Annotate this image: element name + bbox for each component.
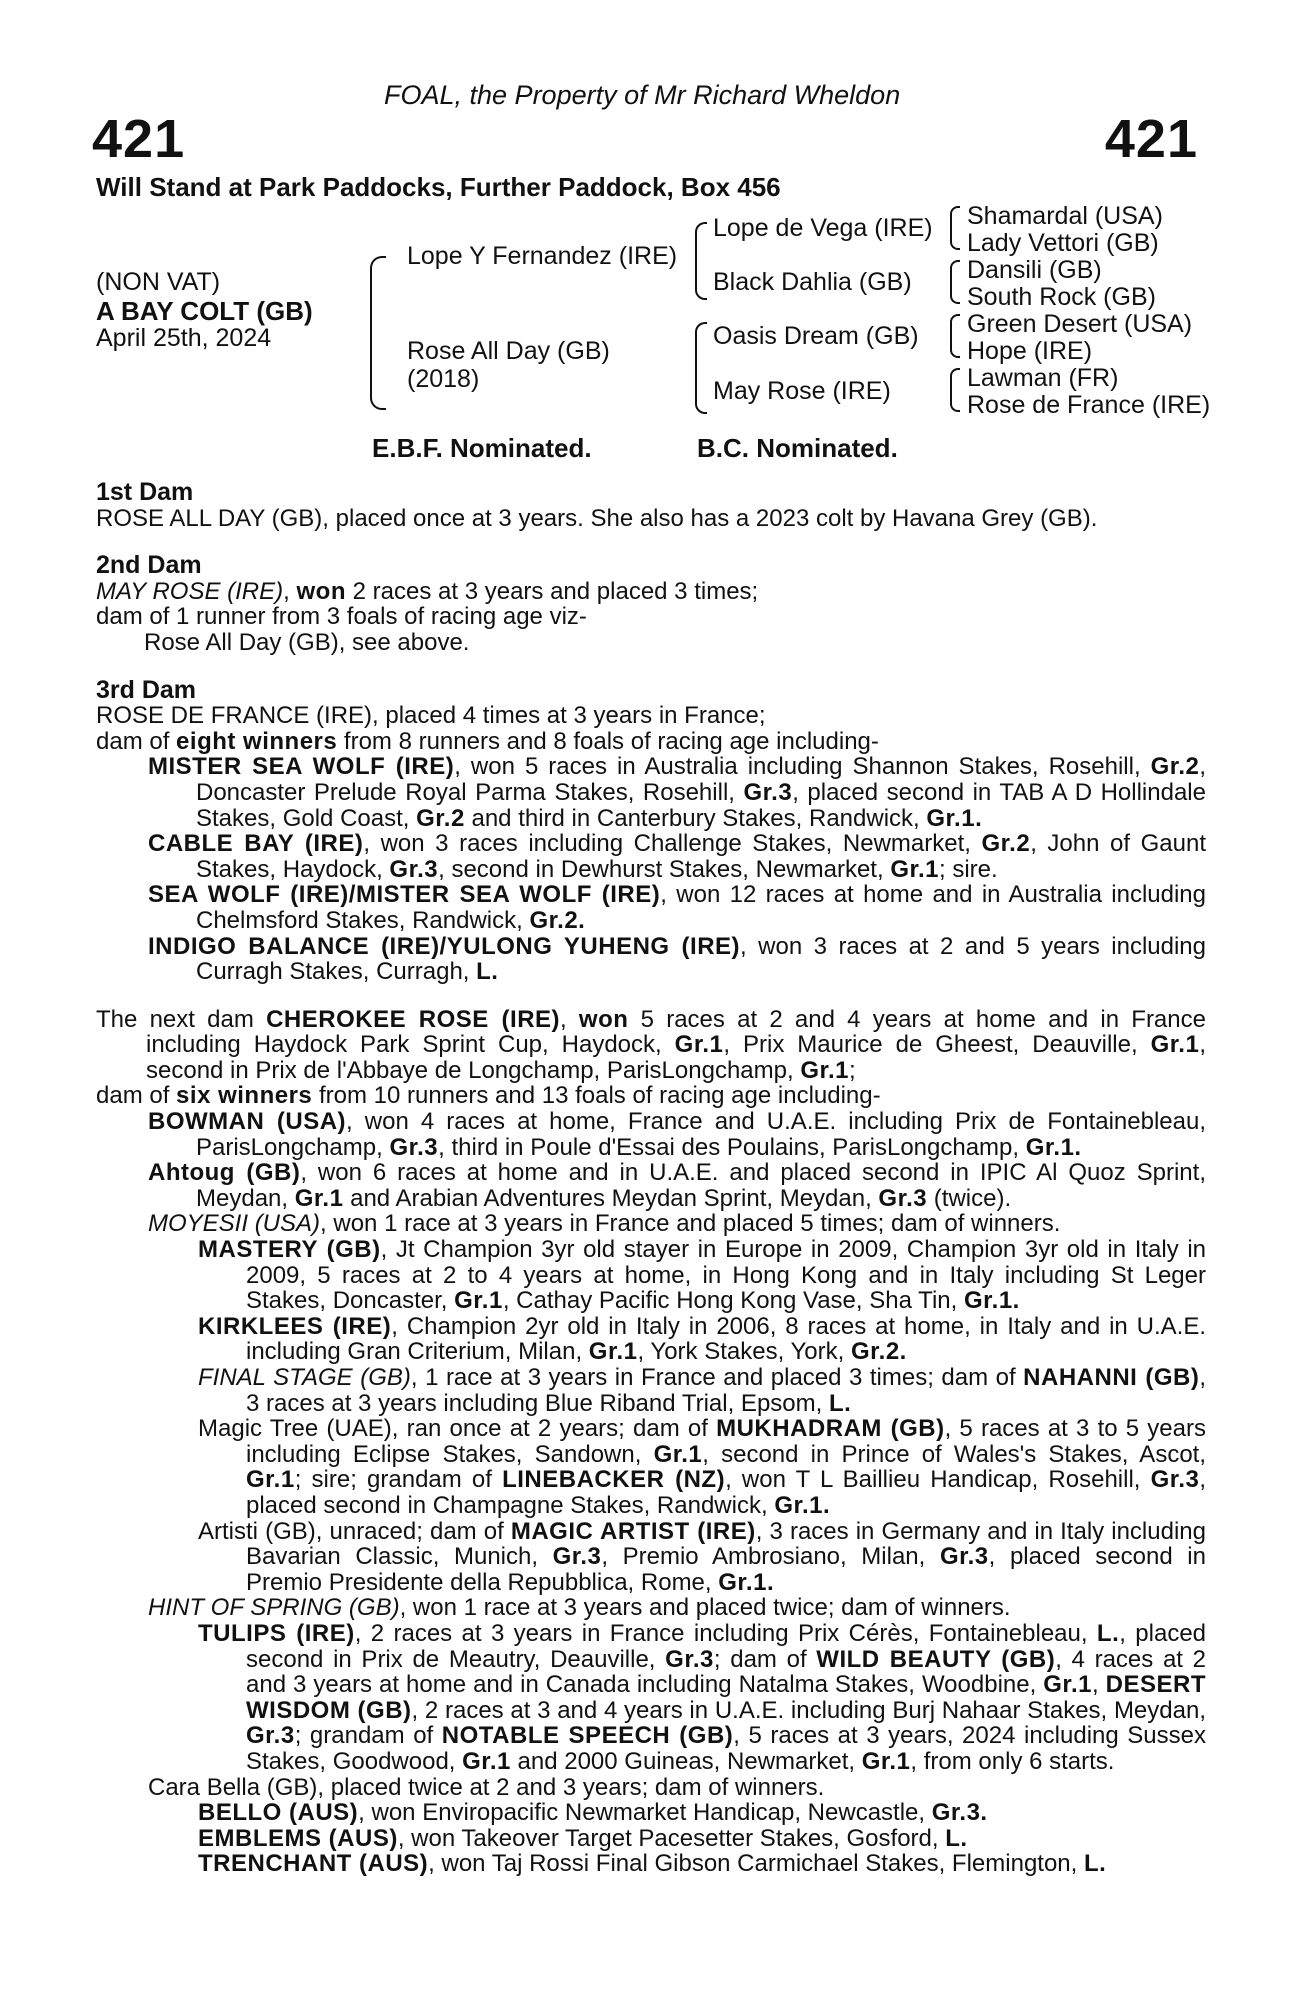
pedigree-sire-sire: Lope de Vega (IRE) [713, 214, 933, 242]
horse-name: BOWMAN (USA) [148, 1108, 347, 1136]
grade: Gr.1. [926, 804, 983, 832]
pedigree-g6: Hope (IRE) [967, 337, 1093, 365]
entry-hint-of-spring [96, 1595, 1206, 1621]
horse-name: LINEBACKER (NZ) [502, 1466, 726, 1494]
entry-emblems [96, 1826, 1206, 1852]
t: , won T L Baillieu Handicap, Rosehill, [725, 1466, 1151, 1494]
entry-magic-tree [96, 1416, 1206, 1518]
t: Magic Tree (UAE), ran once at 2 years; dam of [198, 1415, 717, 1443]
t: , Doncaster Prelude Royal Parma Stakes, Rosehill, [196, 753, 1207, 806]
pedigree-brace-g56 [950, 314, 960, 358]
grade: Gr.1 [454, 1287, 503, 1315]
t: , won Takeover Target Pacesetter Stakes, Gosford, [397, 1824, 946, 1852]
t: , second in Prince of Wales's Stakes, Ascot, [702, 1440, 1206, 1468]
grade: Gr.2. [850, 1338, 907, 1366]
grade: Gr.3 [552, 1543, 602, 1571]
horse-name: SEA WOLF (IRE)/MISTER SEA WOLF (IRE) [148, 881, 661, 909]
t: , placed second in TAB A D Hollindale Stakes, Gold Coast, [196, 778, 1206, 832]
lot-number-left: 421 [92, 109, 186, 169]
t: , 2 races at 3 years in France including Prix Cérès, Fontainebleau, [354, 1619, 1097, 1647]
grade: Gr.1 [861, 1747, 911, 1775]
t: from 10 runners and 13 foals of racing age including- [312, 1082, 881, 1110]
entry-ahtoug [96, 1160, 1206, 1211]
t: dam of [96, 1082, 177, 1110]
grade: Gr.1 [1150, 1031, 1200, 1059]
t: , won 1 race at 3 years and placed twice; dam of winners. [399, 1594, 1011, 1622]
grade: Gr.2 [981, 830, 1031, 858]
horse-name: Ahtoug (GB) [148, 1159, 301, 1187]
t: , Prix Maurice de Gheest, Deauville, [723, 1031, 1151, 1059]
entry-artisti [96, 1519, 1206, 1596]
third-dam-line1: ROSE DE FRANCE (IRE), placed 4 times at 3 years in France; [96, 702, 766, 730]
grade: Gr.3 [743, 778, 793, 806]
lot-number-right: 421 [1104, 109, 1198, 169]
grade: Gr.1. [718, 1568, 775, 1596]
t: , won Enviropacific Newmarket Handicap, Newcastle, [358, 1799, 932, 1827]
grade: Gr.2. [529, 906, 586, 934]
t: , [1091, 1671, 1106, 1699]
pedigree-brace-g12 [950, 206, 960, 250]
entry-cable-bay [96, 831, 1206, 882]
horse-name: HINT OF SPRING (GB) [148, 1594, 400, 1622]
pedigree-g3: Dansili (GB) [967, 256, 1102, 284]
next-dam-produce [96, 1083, 1206, 1109]
t: , won 5 races in Australia including Shannon Stakes, Rosehill, [454, 753, 1151, 781]
grade: Gr.3 [939, 1543, 989, 1571]
grade: L. [945, 1824, 968, 1852]
t: , Cathay Pacific Hong Kong Vase, Sha Tin, [502, 1287, 964, 1315]
pedigree-g1: Shamardal (USA) [967, 202, 1163, 230]
t: , won Taj Rossi Final Gibson Carmichael Stakes, Flemington, [428, 1850, 1084, 1878]
horse-name: MAGIC ARTIST (IRE) [510, 1517, 756, 1545]
pedigree-brace-sire [695, 222, 707, 300]
pedigree-dam-dam: May Rose (IRE) [713, 377, 891, 405]
t: Artisti (GB), unraced; dam of [198, 1517, 511, 1545]
grade: L. [476, 958, 499, 986]
pedigree-dam: Rose All Day (GB) [407, 337, 610, 365]
pedigree-dam-sire: Oasis Dream (GB) [713, 322, 919, 350]
eight-winners: eight winners [176, 727, 338, 755]
pedigree-sire: Lope Y Fernandez (IRE) [407, 242, 678, 270]
horse-name: MOYESII (USA) [148, 1210, 321, 1238]
t: , won 12 races at home and in Australia including Chelmsford Stakes, Randwick, [196, 881, 1206, 934]
pedigree-dam-year: (2018) [407, 365, 480, 393]
second-dam-line1: MAY ROSE (IRE), won 2 races at 3 years and placed 3 times; [96, 577, 759, 605]
won: won [578, 1005, 629, 1033]
first-dam-text: ROSE ALL DAY (GB), placed once at 3 years. She also has a 2023 colt by Havana Grey (GB). [96, 504, 1098, 532]
grade: Gr.2 [1150, 753, 1200, 781]
t: dam of [96, 727, 177, 755]
horse-name: TULIPS (IRE) [198, 1619, 355, 1647]
entry-mastery [96, 1237, 1206, 1314]
second-dam-line2: dam of 1 runner from 3 foals of racing age viz- [96, 603, 587, 631]
bc-nominated: B.C. Nominated. [697, 433, 898, 463]
grade: Gr.1 [674, 1031, 724, 1059]
t: ; dam of [713, 1645, 817, 1673]
second-dam-heading: 2nd Dam [96, 551, 202, 580]
t: , 4 races at 2 and 3 years at home and in Canada including Natalma Stakes, Woodbine, [246, 1645, 1206, 1699]
horse-name: DESERT WISDOM (GB) [246, 1671, 1206, 1724]
horse-name: CABLE BAY (IRE) [148, 830, 364, 858]
t: from 8 runners and 8 foals of racing age including- [337, 727, 879, 755]
entry-bowman [96, 1109, 1206, 1160]
grade: Gr.3 [389, 1133, 439, 1161]
t: , won 3 races including Challenge Stakes, Newmarket, [363, 830, 982, 858]
next-dam-line: The next dam CHEROKEE ROSE (IRE), won 5 races at 2 and 4 years at home and in France including Haydock Park Sprint Cup, Haydock, Gr.1, Prix Maurice de Gheest, Deauville, Gr.1, second in Prix de l'Abbaye de Longchamp, ParisLongchamp, Gr.1; [96, 1005, 1206, 1084]
t: , third in Poule d'Essai des Poulains, ParisLongchamp, [438, 1133, 1026, 1161]
lot-property-title: FOAL, the Property of Mr Richard Wheldon [384, 80, 901, 110]
grade: Gr.3. [931, 1799, 988, 1827]
entry-kirklees [96, 1314, 1206, 1365]
entry-indigo-balance [96, 934, 1206, 985]
pedigree-brace-main [370, 256, 386, 410]
t: , 1 race at 3 years in France and placed 3 times; dam of [410, 1364, 1024, 1391]
foaling-date: April 25th, 2024 [96, 324, 272, 352]
grade: Gr.1 [294, 1184, 344, 1212]
t: ; [849, 1056, 856, 1084]
t: ; grandam of [294, 1722, 442, 1750]
t: ; sire; grandam of [294, 1466, 503, 1494]
subject-name: A BAY COLT (GB) [96, 296, 313, 326]
grade: Gr.1 [890, 855, 940, 883]
t: , 3 races at 3 years including Blue Riband Trial, Epsom, [246, 1364, 1207, 1417]
six-winners: six winners [176, 1082, 313, 1110]
t: and 2000 Guineas, Newmarket, [510, 1747, 862, 1775]
horse-name: NOTABLE SPEECH (GB) [441, 1722, 734, 1750]
t: , placed second in Prix de Meautry, Deauville, [246, 1619, 1207, 1673]
t: , York Stakes, York, [637, 1338, 851, 1366]
second-dam-line3: Rose All Day (GB), see above. [144, 628, 470, 656]
entry-cara-bella: Cara Bella (GB), placed twice at 2 and 3 years; dam of winners. [148, 1773, 825, 1801]
t: , Jt Champion 3yr old stayer in Europe in 2009, Champion 3yr old in Italy in 2009, 5 races at 2 to 4 years at home, in Hong Kong and in Italy including St Leger Stakes, Doncaster, [246, 1236, 1207, 1315]
stand-location: Will Stand at Park Paddocks, Further Paddock, Box 456 [96, 172, 781, 202]
grade: Gr.2 [416, 804, 465, 832]
horse-name: EMBLEMS (AUS) [198, 1824, 398, 1852]
grade: Gr.1 [653, 1440, 703, 1468]
horse-name: INDIGO BALANCE (IRE)/YULONG YUHENG (IRE) [148, 932, 741, 960]
entry-bello [96, 1800, 1206, 1826]
horse-name: TRENCHANT (AUS) [198, 1850, 429, 1878]
pedigree-g4: South Rock (GB) [967, 283, 1156, 311]
pedigree-brace-dam [695, 322, 707, 414]
grade: Gr.1 [588, 1338, 638, 1366]
horse-name: MUKHADRAM (GB) [716, 1415, 945, 1443]
horse-name: CHEROKEE ROSE (IRE) [266, 1005, 561, 1033]
t: , won 4 races at home, France and U.A.E. including Prix de Fontainebleau, ParisLongchamp, [196, 1108, 1206, 1161]
t: , 5 races at 3 to 5 years including Eclipse Stakes, Sandown, [246, 1415, 1206, 1468]
t: , from only 6 starts. [910, 1747, 1115, 1775]
t: , 3 races in Germany and in Italy including Bavarian Classic, Munich, [246, 1517, 1206, 1571]
entry-final-stage [96, 1365, 1206, 1416]
t: , Premio Ambrosiano, Milan, [601, 1543, 940, 1571]
grade: Gr.1 [246, 1466, 295, 1494]
horse-name: KIRKLEES (IRE) [198, 1312, 392, 1340]
entry-tulips [96, 1621, 1206, 1775]
t: , John of Gaunt Stakes, Haydock, [196, 830, 1206, 883]
pedigree-g8: Rose de France (IRE) [967, 391, 1211, 419]
grade: L. [1083, 1850, 1107, 1878]
second-dam-text: 2 races at 3 years and placed 3 times; [345, 577, 759, 605]
horse-name: WILD BEAUTY (GB) [816, 1645, 1056, 1673]
horse-name: BELLO (AUS) [198, 1799, 359, 1827]
entry-mister-sea-wolf [96, 754, 1206, 831]
t: , won 1 race at 3 years in France and placed 5 times; dam of winners. [320, 1210, 1061, 1238]
t: , won 6 races at home and in U.A.E. and placed second in IPIC Al Quoz Sprint, Meydan, [196, 1159, 1206, 1212]
third-dam-line2 [96, 729, 1206, 755]
pedigree-brace-g34 [950, 260, 960, 304]
t: , 5 races at 3 years, 2024 including Sussex Stakes, Goodwood, [246, 1722, 1206, 1775]
grade: Gr.1 [800, 1056, 850, 1084]
t: and third in Canterbury Stakes, Randwick, [464, 804, 927, 832]
ebf-nominated: E.B.F. Nominated. [372, 433, 592, 463]
grade: Gr.1. [774, 1491, 831, 1519]
first-dam-heading: 1st Dam [96, 478, 194, 506]
pedigree-brace-g78 [950, 368, 960, 412]
entry-trenchant [96, 1851, 1206, 1877]
pedigree-sire-dam: Black Dahlia (GB) [713, 268, 912, 296]
grade: Gr.3 [665, 1645, 714, 1673]
grade: L. [828, 1389, 852, 1417]
t: , 2 races at 3 and 4 years in U.A.E. including Burj Nahaar Stakes, Meydan, [411, 1696, 1206, 1724]
horse-name: FINAL STAGE (GB) [198, 1364, 411, 1391]
pedigree-g5: Green Desert (USA) [967, 310, 1193, 338]
t: , won 3 races at 2 and 5 years including Curragh Stakes, Curragh, [196, 932, 1207, 986]
t: ; sire. [939, 855, 998, 883]
t: and Arabian Adventures Meydan Sprint, Meydan, [343, 1184, 879, 1212]
horse-name: MASTERY (GB) [198, 1236, 381, 1264]
t: , second in Dewhurst Stakes, Newmarket, [438, 855, 891, 883]
grade: Gr.1 [462, 1747, 511, 1775]
entry-moyesii [96, 1211, 1206, 1237]
grade: L. [1096, 1619, 1120, 1647]
t: , Champion 2yr old in Italy in 2006, 8 races at home, in Italy and in U.A.E. including Gran Criterium, Milan, [246, 1312, 1207, 1366]
t: The next dam [96, 1005, 267, 1033]
second-dam-name: MAY ROSE (IRE) [96, 577, 284, 605]
entry-sea-wolf [96, 882, 1206, 933]
pedigree-g2: Lady Vettori (GB) [967, 229, 1159, 257]
grade: Gr.1. [963, 1287, 1020, 1315]
grade: Gr.3 [1150, 1466, 1200, 1494]
catalogue-body [96, 480, 1206, 1877]
grade: Gr.3 [246, 1722, 295, 1750]
t: , placed second in Champagne Stakes, Randwick, [246, 1466, 1207, 1519]
second-dam-won: won [296, 577, 346, 605]
grade: Gr.1 [1043, 1671, 1092, 1699]
t: , second in Prix de l'Abbaye de Longchamp, ParisLongchamp, [146, 1031, 1206, 1084]
grade: Gr.3 [389, 855, 439, 883]
pedigree-g7: Lawman (FR) [967, 364, 1119, 392]
third-dam-heading: 3rd Dam [96, 675, 197, 704]
t: 5 races at 2 and 4 years at home and in France including Haydock Park Sprint Cup, Haydock, [146, 1005, 1206, 1059]
horse-name: MISTER SEA WOLF (IRE) [148, 753, 455, 781]
horse-name: NAHANNI (GB) [1023, 1364, 1200, 1391]
vat-status: (NON VAT) [96, 268, 221, 296]
grade: Gr.1. [1025, 1133, 1082, 1161]
t: (twice). [927, 1184, 1012, 1212]
t: , placed second in Premio Presidente della Repubblica, Rome, [246, 1543, 1206, 1596]
grade: Gr.3 [878, 1184, 928, 1212]
